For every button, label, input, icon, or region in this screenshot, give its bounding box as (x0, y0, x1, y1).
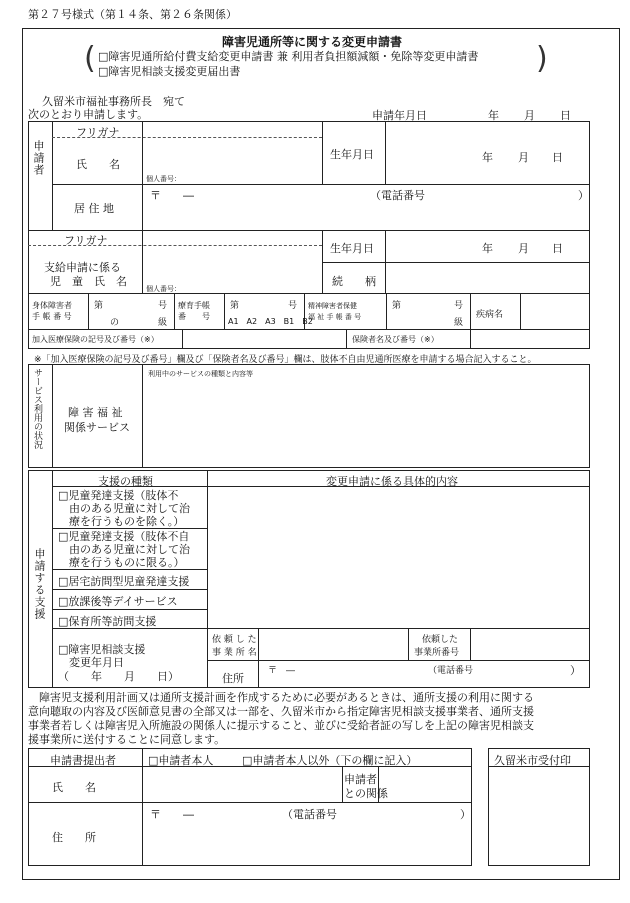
option-payment-change[interactable]: □障害児通所給付費支給変更申請書 兼 利用者負担額減額・免除等変更申請書 (98, 50, 479, 63)
bracket-left: ( (84, 41, 96, 76)
disease-label: 疾病名 (476, 310, 504, 320)
change-detail-header: 変更申請に係る具体的内容 (326, 475, 458, 488)
ryoiku-dai: 第 (230, 301, 240, 311)
medical-insurance-label: 加入医療保険の記号及び番号（※） (32, 335, 159, 344)
date-month-label: 月 (524, 109, 535, 122)
child-dob-month: 月 (518, 242, 529, 255)
application-date-label: 申請年月日 (372, 109, 427, 122)
submitter-header: 申請書提出者 (50, 754, 116, 767)
child-relation-label: 続 柄 (332, 275, 376, 288)
requested-office-label-2: 事 業 所 名 (212, 648, 257, 658)
child-dob-label: 生年月日 (330, 242, 374, 255)
insurance-note: ※「加入医療保険の記号及び番号」欄及び「保険者名及び番号」欄は、肢体不自由児通所医療を申請する場合記入すること。 (34, 355, 537, 365)
applicant-address-label: 居 住 地 (74, 202, 114, 215)
child-name-label-2: 児 童 氏 名 (50, 275, 127, 288)
physical-cert-label-2: 手 帳 番 号 (32, 312, 72, 321)
submitter-relation-label-2: との関係 (344, 787, 388, 800)
option-consult-change[interactable]: □障害児相談支援変更届出書 (98, 65, 241, 78)
submitter-name-label: 氏 名 (52, 781, 96, 794)
requested-office-no-label-2: 事業所番号 (414, 648, 460, 658)
mental-cert-label-2: 福 祉 手 帳 番 号 (308, 313, 362, 321)
child-kojin-label: 個人番号： (146, 285, 181, 293)
submitter-address-label: 住 所 (52, 831, 96, 844)
office-postal[interactable]: 〒 ― (268, 666, 296, 676)
applicant-dob-year: 年 (482, 151, 493, 164)
support-item-2[interactable]: □児童発達支援（肢体不自 由のある児童に対して治 療を行うものに限る。） (58, 530, 190, 569)
support-section-label: 申請する支援 (33, 548, 46, 620)
reception-stamp-label: 久留米市受付印 (494, 754, 571, 767)
ryoiku-go: 号 (288, 301, 298, 311)
mental-dai: 第 (392, 301, 402, 311)
ryoiku-grades[interactable]: A1 A2 A3 B1 B2 (228, 317, 313, 326)
addressee: 久留米市福祉事務所長 宛て (42, 95, 185, 108)
physical-go: 号 (158, 301, 168, 311)
support-item-5[interactable]: □保育所等訪問支援 (58, 615, 157, 628)
support-type-header: 支援の種類 (98, 475, 153, 488)
form-number: 第２７号様式（第１４条、第２６条関係） (28, 8, 237, 21)
support-item-3[interactable]: □居宅訪問型児童発達支援 (58, 575, 190, 588)
ryoiku-label-2: 番 号 (178, 312, 210, 321)
support-item-1[interactable]: □児童発達支援（肢体不 由のある児童に対して治 療を行うものを除く。） (58, 489, 190, 528)
applicant-dob-month: 月 (518, 151, 529, 164)
office-address-label: 住所 (222, 672, 244, 685)
mental-cert-label-1: 精神障害者保健 (308, 302, 357, 310)
child-dob-year: 年 (482, 242, 493, 255)
submitter-phone-close: ） (460, 808, 471, 821)
office-phone-label[interactable]: （電話番号 (428, 666, 474, 676)
date-day-label: 日 (560, 109, 571, 122)
service-status-section-label: サービス利用の状況 (32, 368, 42, 449)
office-phone-close: ） (570, 664, 581, 677)
submitter-phone-label[interactable]: （電話番号 (282, 808, 337, 821)
submitter-postal[interactable]: 〒 ― (150, 808, 194, 821)
bracket-right: ) (536, 41, 548, 76)
requested-office-no-label-1: 依頼した (422, 635, 459, 645)
service-hint: 利用中のサービスの種類と内容等 (148, 370, 253, 378)
applicant-postal[interactable]: 〒 ― (150, 189, 194, 202)
applicant-phone-close: ） (578, 189, 589, 202)
submitter-self-option[interactable]: □申請者本人 (148, 754, 214, 767)
child-dob-day: 日 (552, 242, 563, 255)
requested-office-label-1: 依 頼 し た (212, 635, 257, 645)
intro-text: 次のとおり申請します。 (28, 108, 149, 121)
submitter-other-option[interactable]: □申請者本人以外（下の欄に記入） (242, 754, 418, 767)
applicant-dob-label: 生年月日 (330, 148, 374, 161)
consult-support-option[interactable]: □障害児相談支援 (58, 643, 146, 656)
welfare-service-label-2: 関係サービス (64, 421, 130, 434)
mental-go: 号 (454, 301, 464, 311)
applicant-phone-label[interactable]: （電話番号 (370, 189, 425, 202)
welfare-service-label-1: 障 害 福 祉 (68, 406, 123, 419)
applicant-furigana-label: フリガナ (76, 126, 120, 139)
applicant-kojin-label: 個人番号： (146, 175, 181, 183)
physical-no: の (110, 318, 120, 328)
insurer-label: 保険者名及び番号（※） (352, 335, 439, 344)
child-furigana-label: フリガナ (64, 234, 108, 247)
consult-change-date[interactable]: （ 年 月 日） (58, 670, 179, 683)
form-title: 障害児通所等に関する変更申請書 (222, 35, 403, 49)
physical-kyu: 級 (158, 318, 168, 328)
ryoiku-label-1: 療育手帳 (178, 301, 210, 310)
applicant-section-label: 申請者 (32, 140, 45, 176)
child-name-label-1: 支給申請に係る (44, 261, 121, 274)
applicant-name-label: 氏 名 (76, 158, 120, 171)
applicant-dob-day: 日 (552, 151, 563, 164)
physical-cert-label-1: 身体障害者 (32, 301, 72, 310)
support-item-4[interactable]: □放課後等デイサービス (58, 595, 178, 608)
mental-kyu: 級 (454, 318, 464, 328)
submitter-relation-label-1: 申請者 (344, 773, 377, 786)
consent-text: 障害児支援利用計画又は通所支援計画を作成するために必要があるときは、通所支援の利用に関する 意向聴取の内容及び医師意見書の全部又は一部を、久留米市から指定障害児相談支援事業者、通所支援 事業者若しくは障害児入所施設の関係人に提示すること、並びに受給者証の写しを上記の障害児相談支 援事業所に送付することに同意します。 (28, 691, 534, 746)
consult-change-date-label: 変更年月日 (58, 656, 124, 669)
date-year-label: 年 (488, 109, 499, 122)
physical-dai: 第 (94, 301, 104, 311)
